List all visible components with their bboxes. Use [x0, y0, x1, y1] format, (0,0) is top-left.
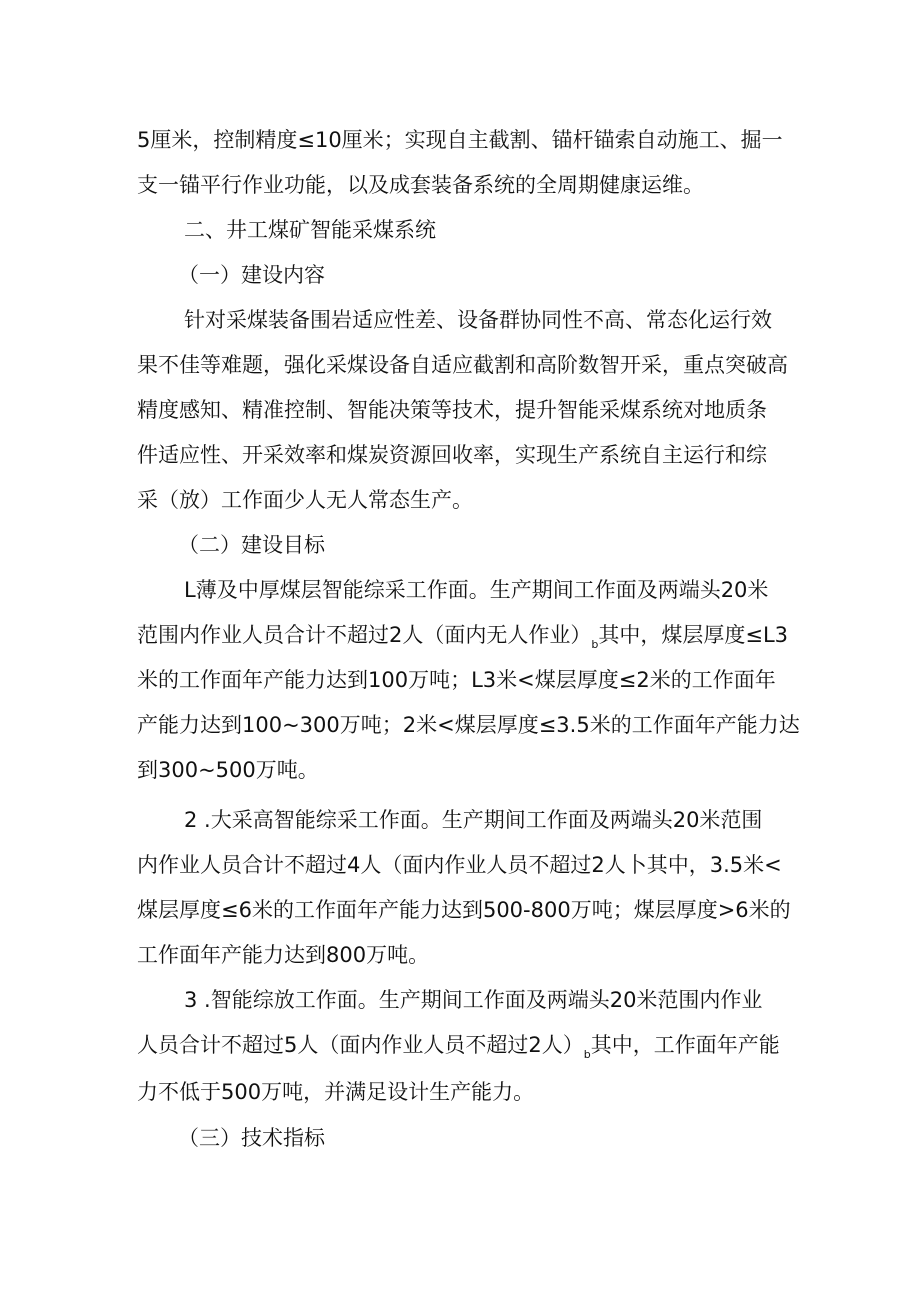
paragraph-line: 3 .智能综放工作面。生产期间工作面及两端头20米范围内作业	[184, 988, 763, 1012]
paragraph-line: 工作面年产能力达到800万吨。	[137, 943, 430, 967]
paragraph-line: 2 .大采高智能综采工作面。生产期间工作面及两端头20米范围	[184, 808, 763, 832]
subscript-mark: b	[591, 638, 599, 651]
paragraph-line: 产能力达到100~300万吨；2米<煤层厚度≤3.5米的工作面年产能力达	[137, 713, 800, 737]
paragraph-line: 煤层厚度≤6米的工作面年产能力达到500-800万吨；煤层厚度>6米的	[137, 898, 791, 922]
section-heading: 二、井工煤矿智能采煤系统	[184, 218, 436, 242]
line-text: 其中，煤层厚度≤L3	[598, 623, 788, 647]
line-text: 范围内作业人员合计不超过2人（面内无人作业）	[137, 623, 592, 647]
paragraph-line: 件适应性、开采效率和煤炭资源回收率，实现生产系统自主运行和综	[137, 443, 767, 467]
paragraph-line: 到300~500万吨。	[137, 758, 319, 782]
line-text: 人员合计不超过5人（面内作业人员不超过2人）	[137, 1033, 584, 1057]
paragraph-line: 采（放）工作面少人无人常态生产。	[137, 488, 473, 512]
paragraph-line: 支一锚平行作业功能，以及成套装备系统的全周期健康运维。	[137, 173, 704, 197]
paragraph-line: 果不佳等难题，强化采煤设备自适应截割和高阶数智开采，重点突破高	[137, 353, 788, 377]
line-text: 其中，工作面年产能	[590, 1033, 780, 1057]
paragraph-line: 针对采煤装备围岩适应性差、设备群协同性不高、常态化运行效	[184, 308, 772, 332]
paragraph-line: L薄及中厚煤层智能综采工作面。生产期间工作面及两端头20米	[184, 578, 769, 602]
paragraph-line: 力不低于500万吨，并满足设计生产能力。	[137, 1080, 535, 1104]
subsection-heading: （三）技术指标	[178, 1126, 325, 1150]
paragraph-line: 内作业人员合计不超过4人（面内作业人员不超过2人卜其中，3.5米<	[137, 853, 782, 877]
paragraph-line	[137, 620, 788, 650]
paragraph-line: 精度感知、精准控制、智能决策等技术，提升智能采煤系统对地质条	[137, 398, 767, 422]
paragraph-line	[137, 1030, 780, 1060]
subsection-heading: （二）建设目标	[178, 533, 325, 557]
subscript-mark: b	[583, 1048, 591, 1061]
subsection-heading: （一）建设内容	[178, 263, 325, 287]
paragraph-line: 米的工作面年产能力达到100万吨；L3米<煤层厚度≤2米的工作面年	[137, 668, 776, 692]
paragraph-line: 5厘米，控制精度≤10厘米；实现自主截割、锚杆锚索自动施工、掘一	[137, 128, 783, 152]
